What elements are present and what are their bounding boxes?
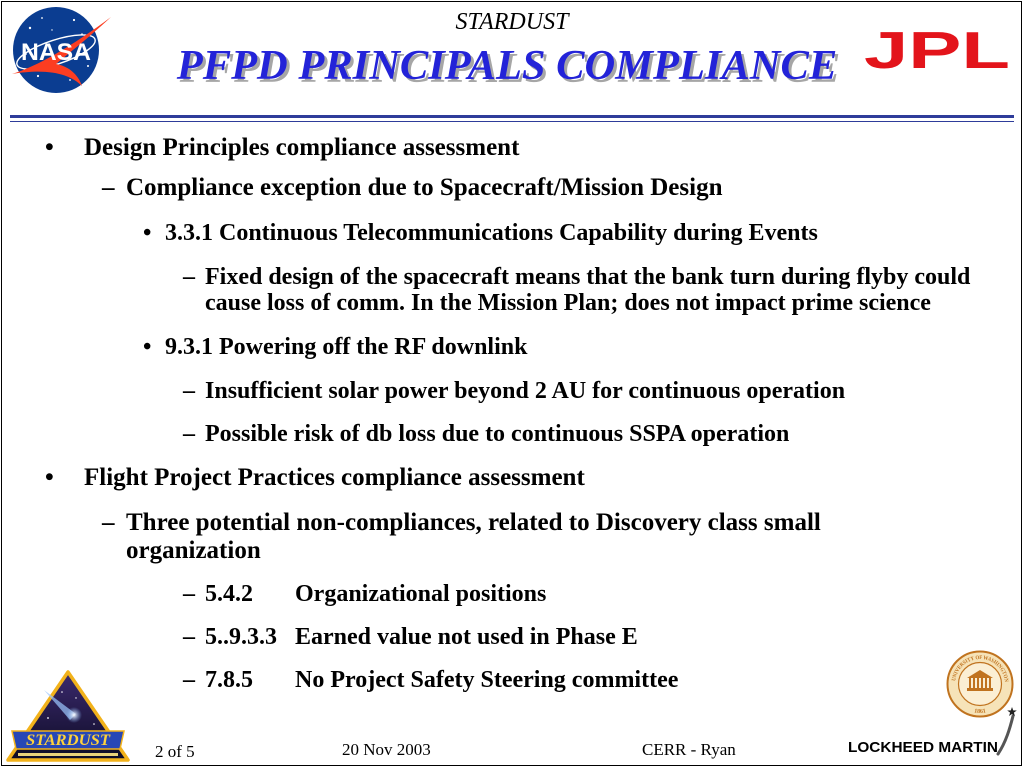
header-rule-top bbox=[10, 115, 1014, 118]
dash-marker: – bbox=[183, 624, 195, 650]
uw-seal-year: 1861 bbox=[973, 708, 987, 716]
item-text: No Project Safety Steering committee bbox=[295, 667, 679, 693]
footer-date: 20 Nov 2003 bbox=[342, 740, 431, 759]
uw-seal-ring-text: UNIVERSITY OF WASHINGTON bbox=[951, 654, 1010, 683]
bullet-marker: • bbox=[143, 220, 152, 246]
dash-marker: – bbox=[102, 174, 115, 201]
dash-marker: – bbox=[183, 581, 195, 607]
slide-subtitle: STARDUST bbox=[455, 9, 569, 35]
header-rule-bottom bbox=[10, 121, 1014, 122]
footer-presenter: CERR - Ryan bbox=[642, 740, 736, 759]
bullet-text: 3.3.1 Continuous Telecommunications Capability during Events bbox=[165, 220, 818, 246]
lm-star-icon bbox=[1007, 707, 1017, 716]
slide-title: PFPD PRINCIPALS COMPLIANCE bbox=[176, 42, 838, 89]
bullet-text: Three potential non-compliances, related to Discovery class small organization bbox=[126, 509, 821, 564]
bullet-text: Fixed design of the spacecraft means that the bank turn during flyby could cause loss of comm. In the Mission Plan; does not impact prime science bbox=[205, 264, 971, 316]
bullet-text: Possible risk of db loss due to continuous SSPA operation bbox=[205, 421, 790, 447]
item-number: 7.8.5 bbox=[205, 667, 253, 693]
stardust-lower-band bbox=[18, 753, 118, 756]
bullet-text: Compliance exception due to Spacecraft/Mission Design bbox=[126, 174, 723, 201]
bullet-text: Design Principles compliance assessment bbox=[84, 134, 520, 161]
item-number: 5.4.2 bbox=[205, 581, 253, 607]
item-text: Earned value not used in Phase E bbox=[295, 624, 638, 650]
stardust-wordmark: STARDUST bbox=[26, 732, 112, 749]
dash-marker: – bbox=[102, 509, 115, 536]
bullet-text: 9.3.1 Powering off the RF downlink bbox=[165, 334, 528, 360]
bullet-marker: • bbox=[45, 464, 54, 491]
page-number: 2 of 5 bbox=[155, 742, 195, 761]
dash-marker: – bbox=[183, 421, 195, 447]
bullet-marker: • bbox=[45, 134, 54, 161]
dash-marker: – bbox=[183, 264, 195, 290]
bullet-text: Insufficient solar power beyond 2 AU for continuous operation bbox=[205, 378, 846, 404]
stardust-comet bbox=[66, 707, 82, 723]
dash-marker: – bbox=[183, 667, 195, 693]
bullet-marker: • bbox=[143, 334, 152, 360]
bullet-text: Flight Project Practices compliance assessment bbox=[84, 464, 585, 491]
item-number: 5..9.3.3 bbox=[205, 624, 277, 650]
lm-wordmark: LOCKHEED MARTIN bbox=[848, 739, 998, 756]
jpl-wordmark: JPL bbox=[864, 24, 1010, 72]
jpl-logo bbox=[862, 24, 1014, 72]
lockheed-martin-logo bbox=[846, 700, 1022, 760]
lm-star-swoosh bbox=[998, 716, 1013, 754]
stardust-logo bbox=[4, 668, 132, 764]
dash-marker: – bbox=[183, 378, 195, 404]
item-text: Organizational positions bbox=[295, 581, 547, 607]
nasa-wordmark: NASA bbox=[21, 39, 91, 66]
